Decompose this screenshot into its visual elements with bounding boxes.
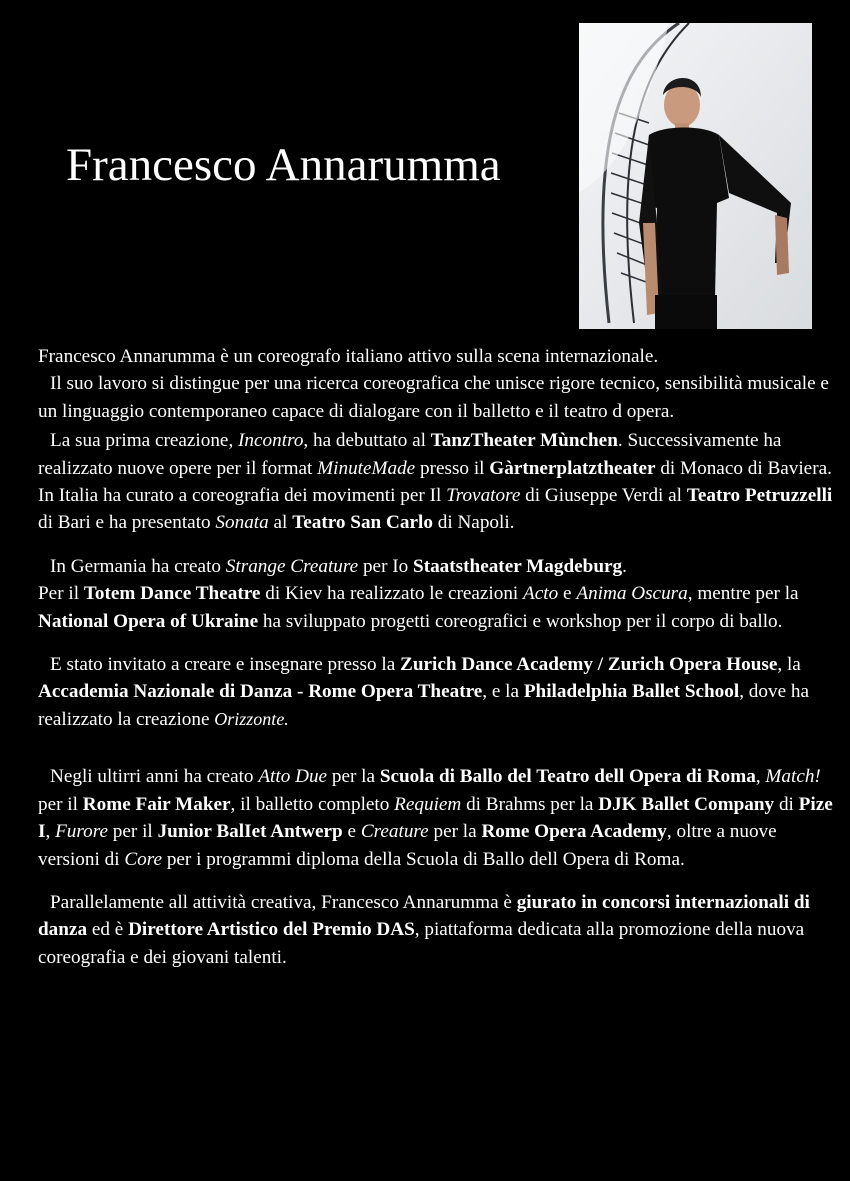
format-name: MinuteMade bbox=[317, 457, 416, 479]
work-title: Atto Due bbox=[258, 766, 328, 788]
work-title: Match! bbox=[765, 766, 821, 788]
company-name: DJK Ballet Company bbox=[598, 793, 775, 815]
work-title: Sonata bbox=[215, 512, 269, 534]
work-title: Requiem bbox=[394, 793, 462, 815]
institution-name: Accademia Nazionale di Danza - Rome Opera Theatre bbox=[38, 681, 483, 703]
work-title: Strange Creature bbox=[225, 555, 359, 577]
role-highlight: giurato in concorsi internazionali di danza bbox=[38, 891, 810, 941]
work-title: Orizzonte. bbox=[214, 708, 289, 729]
institution-name: Zurich Dance Academy / Zurich Opera House bbox=[400, 654, 778, 676]
company-name: National Opera of Ukraine bbox=[38, 610, 259, 632]
work-title: Trovatore bbox=[446, 485, 521, 507]
company-name: Rome Fair Maker bbox=[82, 793, 231, 815]
institution-name: Philadelphia Ballet School bbox=[523, 681, 740, 703]
venue-name: TanzTheater Mùnchen bbox=[430, 430, 618, 452]
biography-text bbox=[38, 343, 842, 987]
work-title: Core bbox=[124, 848, 163, 870]
venue-name: Teatro Petruzzelli bbox=[686, 485, 833, 507]
work-title: Anima Oscura bbox=[576, 583, 688, 605]
paragraph-teaching: E stato invitato a creare e insegnare presso la Zurich Dance Academy / Zurich Opera House, la Accademia Nazionale di Danza - Rome Opera Theatre, e la Philadelphia Ballet School, dove ha realizzato la creazione Orizzonte. bbox=[38, 654, 810, 730]
work-title: Creature bbox=[360, 821, 429, 843]
paragraph-intro bbox=[38, 343, 842, 425]
company-name: Totem Dance Theatre bbox=[83, 583, 261, 605]
venue-name: Staatstheater Magdeburg bbox=[413, 555, 623, 577]
portrait-photo bbox=[579, 23, 812, 329]
institution-name: Rome Opera Academy bbox=[481, 821, 667, 843]
intro-line2: Il suo lavoro si distingue per una ricerca coreografica che unisce rigore tecnico, sensibilità musicale e un linguaggio contemporaneo capace di dialogare con il balletto e il teatro d opera. bbox=[38, 373, 829, 422]
intro-line1: Francesco Annarumma è un coreografo italiano attivo sulla scena internazionale. bbox=[38, 346, 659, 367]
work-title: Acto bbox=[523, 583, 559, 605]
paragraph-recent-works: Negli ultirri anni ha creato Atto Due per la Scuola di Ballo del Teatro dell Opera di Roma, Match! per il Rome Fair Maker, il balletto completo Requiem di Brahms per la DJK Ballet Company di Pize I, Furore per il Junior BalIet Antwerp e Creature per la Rome Opera Academy, oltre a nuove versioni di Core per i programmi diploma della Scuola di Ballo dell Opera di Roma. bbox=[38, 766, 833, 870]
venue-name: Teatro San Carlo bbox=[292, 512, 433, 534]
work-title: Incontro bbox=[238, 430, 304, 452]
portrait-illustration bbox=[579, 23, 812, 329]
venue-name: Gàrtnerplatztheater bbox=[489, 457, 656, 479]
paragraph-career-start: La sua prima creazione, Incontro, ha debuttato al TanzTheater Mùnchen. Successivamente ha realizzato nuove opere per il format MinuteMade presso il Gàrtnerplatztheater di Monaco di Baviera. In Italia ha curato a coreografia dei movimenti per Il Trovatore di Giuseppe Verdi al Teatro Petruzzelli di Bari e ha presentato Sonata al Teatro San Carlo di Napoli. bbox=[38, 430, 833, 534]
role-highlight: Direttore Artistico del Premio DAS bbox=[128, 919, 415, 941]
institution-name: Scuola di Ballo del Teatro dell Opera di Roma bbox=[379, 766, 756, 788]
paragraph-germany-ukraine: In Germania ha creato Strange Creature per Io Staatstheater Magdeburg. Per il Totem Dance Theatre di Kiev ha realizzato le creazioni Acto e Anima Oscura, mentre per la National Opera of Ukraine ha sviluppato progetti coreografici e workshop per il corpo di ballo. bbox=[38, 555, 799, 632]
paragraph-jury-direction: Parallelamente all attività creativa, Francesco Annarumma è giurato in concorsi internazionali di danza ed è Direttore Artistico del Premio DAS, piattaforma dedicata alla promozione della nuova coreografia e dei giovani talenti. bbox=[38, 891, 810, 968]
company-name: Junior BalIet Antwerp bbox=[157, 821, 343, 843]
city-name: Pize I bbox=[38, 793, 833, 843]
page-title: Francesco Annarumma bbox=[66, 139, 501, 191]
work-title: Furore bbox=[55, 821, 108, 843]
